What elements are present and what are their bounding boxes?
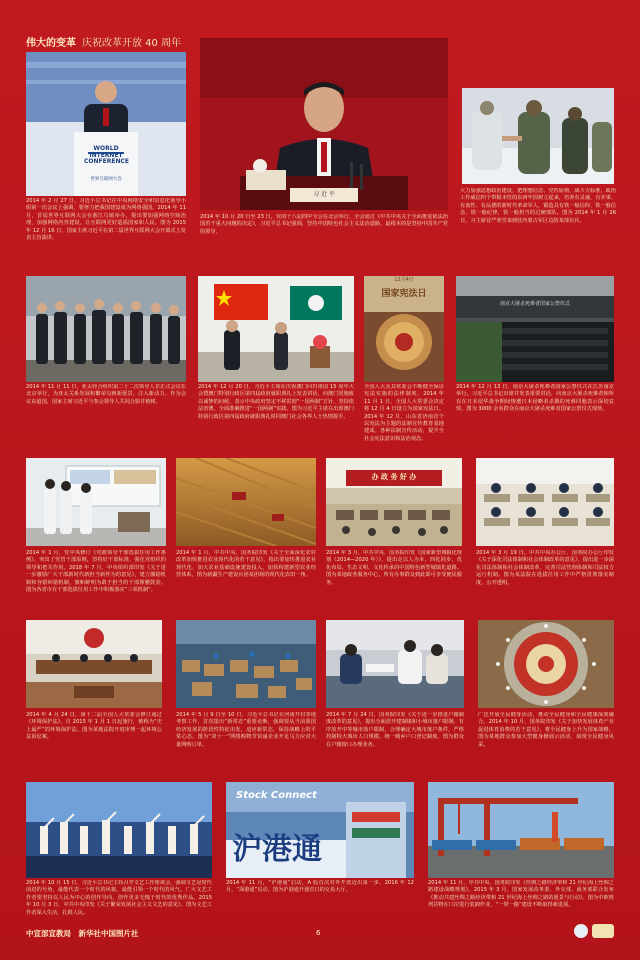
photo-cadre-selection <box>26 458 166 546</box>
photo-apec-leaders <box>26 276 186 382</box>
photo-fitness-event <box>478 620 614 708</box>
photo-stock-connect <box>226 782 414 878</box>
caption-13: 2014 年 5 月 9 日至 10 日，习近平总书记在河南开封等地考察工作，首次提出“新常态”重要论断，强调要从当前我国经济发展的阶段性特征出发，适应新常态，保持战略上的平常心态。图为“双十一”网络购物节快递企业开足马力应对大量网购订单。 <box>176 712 316 748</box>
caption-14: 2014 年 7 月 24 日，国务院印发《关于进一步推进户籍制度改革的意见》，提出全面放开建制镇和小城市落户限制，有序放开中等城市落户限制，合理确定大城市落户条件，严格控制特大城市人口规模，统一城乡户口登记制度。图为群众在户籍窗口办理业务。 <box>326 712 464 748</box>
photo-china-europe-railway <box>428 782 614 878</box>
caption-9: 2014 年 1 月，中共中央、国务院印发《关于全面深化农村改革加快推进农业现代化的若干意见》，指出要加快推进农业现代化，加大农业基础设施建设投入，加快构建新型农业经营体系。图为新疆生产建设兵团某团场的现代化农田一角。 <box>176 550 316 579</box>
xinhua-logo-icon <box>574 924 588 938</box>
conference-title: WORLD INTERNET CONFERENCE <box>84 145 129 166</box>
caption-6: 全国人大及其常委会不断健全保证宪法实施的法律制度。2014 年 11 月 1 日，全国人大常委会决定将 12 月 4 日设立为国家宪法日。2014 年 12 月，山东省济南首个以宪法为主题的法制宣传教育基地建成。各种法制宣传活动，提升全社会宪法意识和法治观念。 <box>364 384 444 442</box>
photo-border-troops <box>462 88 614 184</box>
photo-environmental-court <box>26 620 162 708</box>
caption-8: 2014 年 1 月，党中央修订《党政领导干部选拔任用工作条例》，突出了党管干部原则，坚持好干部标准，强化党组织的领导和把关作用。2018 年 7 月，中央组织部印发《关于进一步激励广大干部新时代新担当新作为的意见》，建立激励机制和容错纠错机制，旗帜鲜明为敢于担当的干部撑腰鼓劲。图为各省市在干部选拔任用工作中积极落实“三项机制”。 <box>26 550 166 594</box>
photo-performance <box>26 782 212 878</box>
caption-11: 2014 年 3 月 19 日，中共中央办公厅、国务院办公厅印发《关于深化司法体制和社会体制改革的意见》，提出进一步深化司法体制和社会体制改革，完善司法管理体制和司法权力运行机制。图为某法院在选拔任用工作中严格贯彻落实制度，公开透明。 <box>476 550 614 586</box>
caption-4: 2014 年 11 月 11 日，亚太经合组织第二十二次领导人非正式会议在北京举行，为亚太关系发展和繁荣勾画新愿景，注入新动力。作为会议东道国，国家主席习近平与参会领导人共同合影并植树。 <box>26 384 186 405</box>
caption-3: 大力加强思想政治建设，把理想信念、党性原则、战斗力标准、政治工作威信四个带根本性的东西牢固树立起来，培养有灵魂、有本事、有血性、有品德的新时代革命军人，锻造具有铁一般信仰、铁一般信念、铁一般纪律、铁一般担当的过硬部队。图为 2014 年 1 月 26 日，习主席冒严寒雪来到驻内蒙古军区边防某部官兵。 <box>460 188 616 224</box>
page-number: 6 <box>316 929 321 937</box>
header-title: 伟大的变革 <box>26 38 76 49</box>
page-header <box>26 34 181 49</box>
footer-publisher: 中宣部宣教局 新华社中国图片社 <box>26 929 139 938</box>
caption-18: 2014 年 11 月，中共中央、国务院印发《丝绸之路经济带和 21 世纪海上丝绸之路建设战略规划》。2015 年 3 月，国家发展改革委、外交部、商务部联合发布《推动共建丝绸之路经济带和 21 世纪海上丝绸之路的愿景与行动》。图为中欧班列货物在口岸进行装卸作业，“一带一路”建设不断取得新进展。 <box>428 880 614 909</box>
photo-household-registration <box>326 620 464 708</box>
caption-12: 2014 年 4 月 24 日，第十二届全国人大常委会修订通过《环境保护法》，自 2015 年 1 月 1 日起施行，被称为“史上最严”的环境保护法。图为某地法院开庭审理一起环境公益诉讼案。 <box>26 712 162 741</box>
photo-macao-anniversary <box>198 276 354 382</box>
caption-1: 2014 年 2 月 27 日，习近平总书记在中央网络安全和信息化领导小组第一次会议上强调，要努力把我国建设成为网络强国。2014 年 11 月，首届世界互联网大会在浙江乌镇举办，提出要加强网络空间治理，加强网络内容建设，让互联网更好造福国家和人民。图为 2015 年 12 月 16 日，国家主席习近平在第二届世界互联网大会开幕式上发表主旨演讲。 <box>26 198 186 242</box>
caption-7: 2014 年 12 月 13 日，南京大屠杀死难者国家公祭仪式在江苏南京举行。习近平总书记出席并发表重要讲话，向南京大屠杀死难者和所有在日本侵华战争期间惨遭日本侵略者杀戮的死难同胞表示深切哀悼。图为 3000 余名群众在南京大屠杀死难者国家公祭仪式现场。 <box>456 384 614 413</box>
stock-connect-cn: 沪港通 <box>232 832 322 867</box>
caption-2: 2014 年 10 月 20 日至 23 日，党的十八届四中全会在北京举行，全会通过《中共中央关于全面推进依法治国若干重大问题的决定》，习近平总书记强调，坚持中国特色社会主义法治道路，最根本的是坚持中国共产党的领导。 <box>200 214 448 235</box>
caption-17: 2014 年 11 月，“沪港通”启动，A 股首次对外开放迈出第一步。2016 年 12 月，“深港通”启动。图为沪港通开通首日的交易大厅。 <box>226 880 414 894</box>
caption-10: 2014 年 3 月，中共中央、国务院印发《国家新型城镇化规划（2014—2020 年）》，提出走以人为本、四化同步、优化布局、生态文明、文化传承的中国特色新型城镇化道路。图为某地政务服务中心，所有办事群众到此即可享受便民服务。 <box>326 550 462 586</box>
photo-nanjing-memorial <box>456 276 614 382</box>
photo-court-exam <box>476 458 614 546</box>
caption-5: 2014 年 12 月 20 日，习近平主席在庆祝澳门回归祖国 15 周年大会暨澳门特别行政区第四届政府就职典礼上发表讲话，向澳门同胞致以诚挚的问候，表示中央政府坚定不移贯彻“一国两制”方针，坚持依法治澳，全面准确推进“一国两制”实践。图为习近平主席在出席澳门特别行政区第四届政府就职典礼时同澳门社会各界人士热情握手。 <box>198 384 354 420</box>
photo-agency-logo-icon <box>592 924 614 938</box>
constitution-day-sign: 国家宪法日 <box>381 289 427 299</box>
photo-service-center <box>326 458 462 546</box>
photo-express-warehouse <box>176 620 316 708</box>
stock-connect-en: Stock Connect <box>236 790 317 801</box>
photo-farmland <box>176 458 316 546</box>
photo-fourth-plenum <box>200 38 448 210</box>
photo-internet-conference <box>26 52 186 196</box>
caption-16: 2014 年 10 月 15 日，习近平总书记主持召开文艺工作座谈会，强调文艺是时代前进的号角，最能代表一个时代的风貌，最能引领一个时代的风气。广大文艺工作者要坚持以人民为中心的创作导向，创作更多无愧于时代的优秀作品。2015 年 10 月 3 日，中共中央印发《关于繁荣发展社会主义文艺的意见》。图为文艺工作者深入生活，扎根人民。 <box>26 880 212 916</box>
photo-constitution-day <box>364 276 444 382</box>
constitution-date-sign: 12月4日 <box>394 277 414 283</box>
caption-15: 广泛开展全民健身活动，推动全民健身和全民健康深度融合。2014 年 10 月，国务院印发《关于加快发展体育产业促进体育消费的若干意见》，将全民健身上升为国家战略。图为某地群众参加大型健身操展示活动，展现全民健身风采。 <box>478 712 614 748</box>
conference-sub: 世界互联网大会 <box>90 177 122 182</box>
header-subtitle: 庆祝改革开放 40 周年 <box>82 38 182 49</box>
service-hall-sign: 办 政 务 好 办 <box>371 473 417 481</box>
memorial-banner: 南京大屠杀死难者国家公祭仪式 <box>499 301 570 307</box>
nameplate: 习 近 平 <box>290 188 358 202</box>
